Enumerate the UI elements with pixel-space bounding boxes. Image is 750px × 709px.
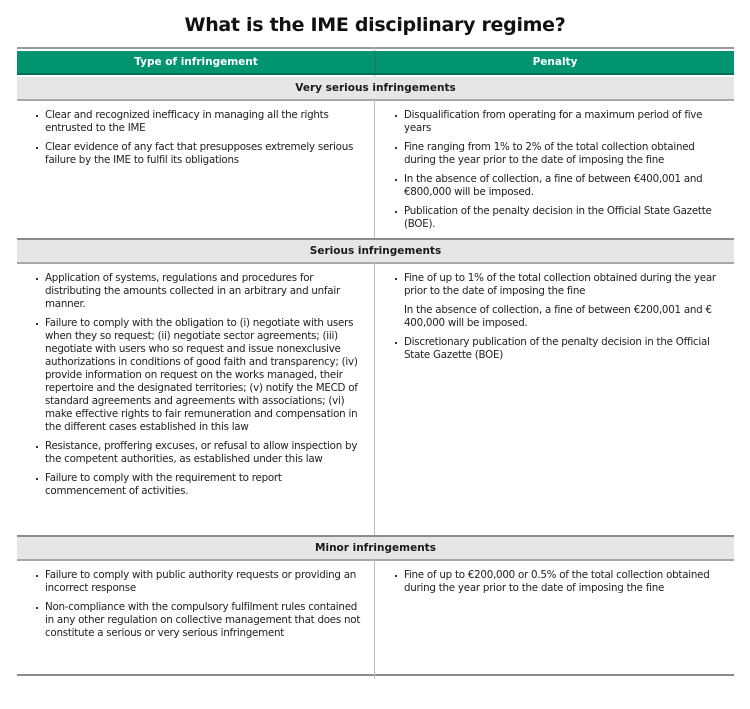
list-item: Fine of up to 1% of the total collection obtained during the year prior to the date of imposing the fine	[394, 272, 724, 298]
penalties-list	[394, 109, 724, 231]
disciplinary-regime-table	[17, 47, 734, 676]
penalties-cell	[375, 264, 734, 535]
penalties-list	[394, 272, 724, 362]
list-item: Fine ranging from 1% to 2% of the total collection obtained during the year prior to the date of imposing the fine	[394, 141, 724, 167]
header-type-of-infringement: Type of infringement	[134, 56, 258, 68]
list-item: Resistance, proffering excuses, or refusal to allow inspection by the competent authorities, as established under this law	[35, 440, 365, 466]
table-header	[17, 51, 734, 75]
list-item: Failure to comply with the obligation to (i) negotiate with users when they so request; (ii) negotiate sector agreements; (iii) negotiate with users who so request and issue nonexclusive authorizations in conditions of good faith and transparency; (iv) provide information on request on the works managed, their repertoire and the designated territories; (v) notify the MECD of standard agreements and agreements with associations; (vi) make effective rights to fair remuneration and compensation in the different cases established in this law	[35, 317, 365, 434]
penalties-cell	[375, 101, 734, 238]
top-rule	[17, 47, 734, 49]
list-item: Application of systems, regulations and procedures for distributing the amounts collected in an arbitrary and unfair manner.	[35, 272, 365, 311]
penalties-list	[394, 569, 724, 595]
section-row-very-serious	[17, 101, 734, 238]
infringements-cell	[17, 561, 375, 674]
list-item: Disqualification from operating for a maximum period of five years	[394, 109, 724, 135]
infringements-list	[35, 272, 365, 498]
infringements-list	[35, 569, 365, 640]
list-item: Fine of up to €200,000 or 0.5% of the total collection obtained during the year prior to the date of imposing the fine	[394, 569, 724, 595]
list-item: Discretionary publication of the penalty decision in the Official State Gazette (BOE)	[394, 336, 724, 362]
section-band-serious: Serious infringements	[17, 238, 734, 262]
header-penalty: Penalty	[375, 51, 734, 73]
section-band-very-serious: Very serious infringements	[17, 77, 734, 99]
section-row-serious	[17, 264, 734, 535]
infringements-cell	[17, 264, 375, 535]
infringements-cell	[17, 101, 375, 238]
list-item: Failure to comply with the requirement to report commencement of activities.	[35, 472, 365, 498]
section-band-minor: Minor infringements	[17, 535, 734, 559]
list-item: Clear evidence of any fact that presupposes extremely serious failure by the IME to fulfil its obligations	[35, 141, 365, 167]
section-row-minor	[17, 561, 734, 676]
list-item: Publication of the penalty decision in the Official State Gazette (BOE).	[394, 205, 724, 231]
list-item: In the absence of collection, a fine of between €400,001 and €800,000 will be imposed.	[394, 173, 724, 199]
penalties-cell	[375, 561, 734, 674]
list-item: In the absence of collection, a fine of between €200,001 and € 400,000 will be imposed.	[404, 304, 712, 329]
list-item: Clear and recognized inefficacy in managing all the rights entrusted to the IME	[35, 109, 365, 135]
page-title: What is the IME disciplinary regime?	[184, 14, 566, 36]
list-item: Non-compliance with the compulsory fulfilment rules contained in any other regulation on collective management that does not constitute a serious or very serious infringement	[35, 601, 365, 640]
list-item: Failure to comply with public authority requests or providing an incorrect response	[35, 569, 365, 595]
infringements-list	[35, 109, 365, 167]
column-divider	[374, 47, 375, 679]
